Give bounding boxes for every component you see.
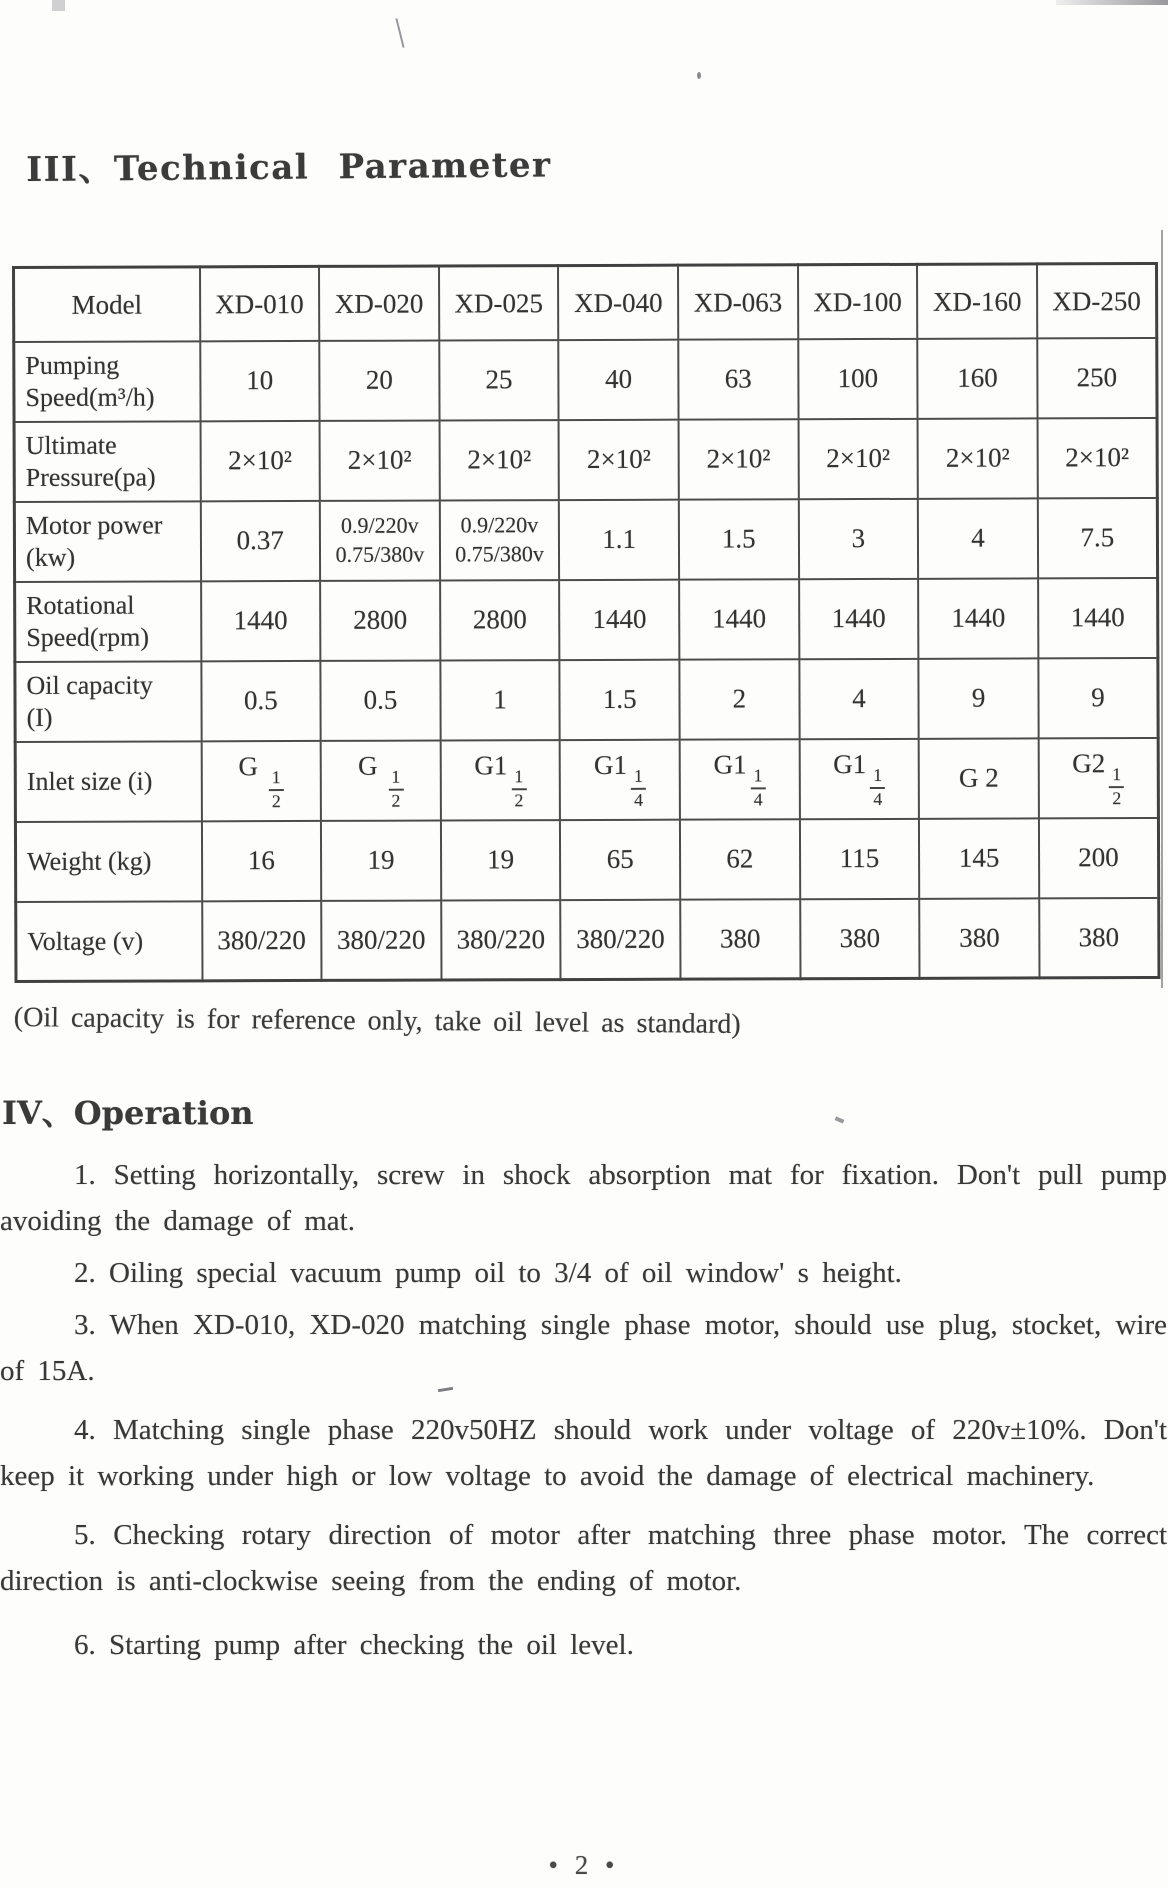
table-row [14, 498, 1157, 582]
value-cell: 1440 [679, 579, 799, 659]
operation-item: 3. When XD-010, XD-020 matching single phase motor, should use plug, stocket, wire of 15A. [0, 1309, 1167, 1387]
value-cell: 25 [439, 340, 559, 420]
value-cell: 2800 [440, 580, 560, 660]
model-column-header: XD-063 [678, 265, 798, 339]
value-cell: 19 [441, 820, 561, 900]
scan-artifact-dot [697, 72, 701, 79]
value-cell: G1 $\frac{1}{4}$ [560, 739, 680, 819]
value-cell: 2×10² [200, 420, 320, 500]
value-cell: G1 $\frac{1}{2}$ [440, 740, 560, 820]
model-column-header: XD-250 [1037, 264, 1157, 338]
value-cell: 2×10² [798, 418, 918, 498]
value-cell: 0.5 [201, 660, 321, 740]
value-cell: 1440 [559, 579, 679, 659]
fraction: $\frac{1}{4}$ [870, 767, 885, 809]
fraction: $\frac{1}{2}$ [1109, 766, 1124, 808]
table-row [15, 738, 1158, 822]
value-cell: 0.37 [200, 500, 320, 580]
model-header-cell: Model [14, 267, 200, 342]
fraction: $\frac{1}{2}$ [511, 768, 526, 810]
scan-artifact-tick [835, 1116, 845, 1123]
value-cell: 1.5 [679, 499, 799, 579]
model-column-header: XD-040 [558, 265, 678, 339]
row-label-cell: Inlet size (i) [15, 741, 201, 822]
table-header-row [14, 264, 1157, 342]
value-cell: 9 [919, 658, 1039, 738]
row-label-cell: Weight (kg) [15, 821, 201, 902]
scan-artifact-slash-mark [395, 18, 404, 48]
row-label-cell: Ultimate Pressure(pa) [14, 421, 200, 502]
value-cell: 7.5 [1038, 498, 1158, 578]
section-heading-technical-parameter: III、Technical Parameter [26, 145, 552, 190]
fraction: $\frac{1}{2}$ [269, 769, 284, 811]
value-cell: 62 [680, 819, 800, 899]
value-cell: 40 [559, 339, 679, 419]
table-row [15, 818, 1158, 902]
value-cell: 63 [678, 339, 798, 419]
operation-item: 5. Checking rotary direction of motor after matching three phase motor. The correct direction is anti-clockwise seeing from the ending of motor. [0, 1519, 1167, 1597]
scan-artifact-top-streak [1056, 0, 1168, 5]
value-cell: 145 [919, 818, 1039, 898]
value-cell: G1 $\frac{1}{4}$ [680, 739, 800, 819]
value-cell: 380/220 [202, 900, 322, 980]
scan-artifact-right-line [1161, 230, 1163, 988]
operation-item: 2. Oiling special vacuum pump oil to 3/4 of oil window' s height. [74, 1257, 902, 1289]
fraction: $\frac{1}{4}$ [631, 768, 646, 810]
table-row [14, 418, 1157, 502]
value-cell: 380/220 [321, 900, 441, 980]
value-cell: 250 [1037, 338, 1157, 418]
value-cell: G2 $\frac{1}{2}$ [1039, 738, 1159, 818]
value-cell: 1 [440, 660, 560, 740]
model-column-header: XD-160 [917, 264, 1037, 338]
value-cell: 1.5 [560, 659, 680, 739]
table-row [14, 338, 1157, 422]
value-cell: 2×10² [439, 420, 559, 500]
value-cell: 1440 [799, 578, 919, 658]
value-cell: G $\frac{1}{2}$ [321, 740, 441, 820]
parameter-table-body [14, 338, 1159, 982]
scan-artifact-smudge [52, 0, 65, 11]
value-cell: 16 [201, 820, 321, 900]
model-column-header: XD-010 [200, 266, 320, 340]
value-cell: 4 [918, 498, 1038, 578]
row-label-cell: Motor power (kw) [14, 501, 200, 582]
operation-list [0, 1152, 1167, 1668]
value-cell: 380 [800, 898, 920, 978]
value-cell: 0.9/220v 0.75/380v [320, 500, 440, 580]
value-cell: 2×10² [679, 419, 799, 499]
operation-item: 4. Matching single phase 220v50HZ should work under voltage of 220v±10%. Don't keep it working under high or low voltage to avoid the damage of electrical machinery. [0, 1414, 1167, 1492]
value-cell: 10 [200, 340, 320, 420]
table-row [15, 578, 1158, 662]
value-cell: 1440 [1038, 578, 1158, 658]
row-label-cell: Oil capacity (I) [15, 661, 201, 742]
operation-item: 6. Starting pump after checking the oil level. [74, 1629, 634, 1661]
value-cell: 160 [918, 338, 1038, 418]
value-cell: 380 [1039, 898, 1159, 978]
value-cell: 3 [798, 498, 918, 578]
fraction: $\frac{1}{2}$ [388, 769, 403, 811]
value-cell: 380 [919, 898, 1039, 978]
value-cell: 1440 [918, 578, 1038, 658]
value-cell: 4 [799, 658, 919, 738]
value-cell: 0.9/220v 0.75/380v [440, 500, 560, 580]
value-cell: 200 [1039, 818, 1159, 898]
value-cell: 2×10² [559, 419, 679, 499]
table-row [16, 898, 1159, 982]
row-label-cell: Voltage (v) [16, 901, 202, 982]
value-cell: G $\frac{1}{2}$ [201, 740, 321, 820]
fraction: $\frac{1}{4}$ [751, 768, 766, 810]
value-cell: 19 [321, 820, 441, 900]
technical-parameter-table [12, 262, 1160, 983]
value-cell: 0.5 [321, 660, 441, 740]
value-cell: G1 $\frac{1}{4}$ [799, 738, 919, 818]
value-cell: 380/220 [441, 900, 561, 980]
model-column-header: XD-025 [439, 266, 559, 340]
operation-item: 1. Setting horizontally, screw in shock absorption mat for fixation. Don't pull pump avoiding the damage of mat. [0, 1159, 1167, 1237]
value-cell: 65 [560, 819, 680, 899]
row-label-cell: Pumping Speed(m³/h) [14, 341, 200, 422]
value-cell: 1.1 [559, 499, 679, 579]
value-cell: G 2 [919, 738, 1039, 818]
value-cell: 2×10² [320, 420, 440, 500]
table-row [15, 658, 1158, 742]
value-cell: 2 [679, 659, 799, 739]
page-number: • 2 • [548, 1850, 620, 1880]
parameter-table-head [14, 264, 1157, 342]
value-cell: 100 [798, 338, 918, 418]
model-column-header: XD-020 [319, 266, 439, 340]
section-heading-operation: IV、Operation [2, 1094, 254, 1132]
value-cell: 2×10² [1037, 418, 1157, 498]
value-cell: 380 [680, 899, 800, 979]
value-cell: 2800 [320, 580, 440, 660]
value-cell: 2×10² [918, 418, 1038, 498]
value-cell: 115 [800, 818, 920, 898]
model-column-header: XD-100 [798, 264, 918, 338]
value-cell: 20 [319, 340, 439, 420]
value-cell: 9 [1038, 658, 1158, 738]
value-cell: 380/220 [561, 899, 681, 979]
table-note: (Oil capacity is for reference only, take oil level as standard) [13, 1002, 741, 1040]
value-cell: 1440 [201, 580, 321, 660]
row-label-cell: Rotational Speed(rpm) [15, 581, 201, 662]
